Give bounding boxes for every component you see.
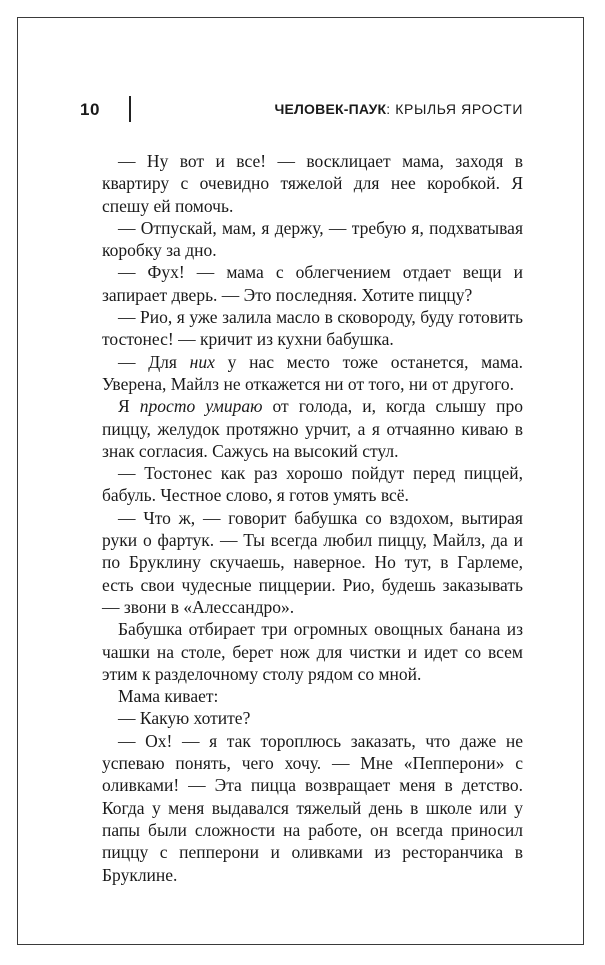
text-run: — Какую хотите? [118,708,251,729]
italic-text: них [189,351,215,372]
paragraph [102,685,523,707]
text-run: — Ну вот и все! — восклицает мама, заходя в квартиру с очевидно тяжелой для нее коробкой. Я спешу ей помочь. [102,151,523,216]
paragraph [102,618,523,685]
text-run: — Для [118,351,190,372]
page-number: 10 [80,100,100,119]
book-title [274,101,523,117]
paragraph [102,351,523,396]
paragraph [102,730,523,886]
text-run: — Тостонес как раз хорошо пойдут перед пиццей, бабуль. Честное слово, я готов умять всё. [102,463,523,506]
text-run: у нас место тоже останется, мама. Уверена, Майлз не откажется ни от того, ни от другого. [102,351,523,394]
text-run: Мама кивает: [118,686,219,707]
paragraph [102,150,523,217]
italic-text: просто умираю [139,396,263,417]
paragraph [102,462,523,507]
paragraph [102,507,523,618]
text-run: — Ох! — я так тороплюсь заказать, что даже не успеваю понять, чего хочу. — Мне «Пепперони» с оливками! — Эта пицца возвращает меня в детство. Когда у меня выдавался тяжелый день в школе или у папы были сложности на работе, он всегда приносил пиццу с пепперони и оливками из ресторанчика в Бруклине. [102,730,523,885]
running-head [80,96,523,128]
text-run: — Что ж, — говорит бабушка со вздохом, вытирая руки о фартук. — Ты всегда любил пиццу, Майлз, да и по Бруклину скучаешь, наверное. Но тут, в Гарлеме, есть свои чудесные пиццерии. Рио, будешь заказывать — звони в «Алессандро». [102,507,523,617]
paragraph [102,707,523,729]
book-title-main: ЧЕЛОВЕК-ПАУК [274,101,387,117]
paragraph [102,306,523,351]
text-run: — Фух! — мама с облегчением отдает вещи и запирает дверь. — Это последняя. Хотите пиццу? [102,262,523,305]
header-divider [129,96,131,122]
text-run: — Рио, я уже залила масло в сковороду, буду готовить тостонес! — кричит из кухни бабушка. [102,307,523,350]
paragraph [102,395,523,462]
text-run: Бабушка отбирает три огромных овощных банана из чашки на столе, берет нож для чистки и идет со всем этим к разделочному столу рядом со мной. [102,619,523,684]
body-text [102,150,523,886]
text-run: от голода, и, когда слышу про пиццу, желудок протяжно урчит, а я отчаянно киваю в знак согласия. Сажусь на высокий стул. [102,396,523,461]
paragraph [102,261,523,306]
text-run: — Отпускай, мам, я держу, — требую я, подхватывая коробку за дно. [102,217,523,261]
book-title-subtitle: : КРЫЛЬЯ ЯРОСТИ [386,101,523,117]
text-run: Я [118,396,140,417]
paragraph [102,217,523,262]
